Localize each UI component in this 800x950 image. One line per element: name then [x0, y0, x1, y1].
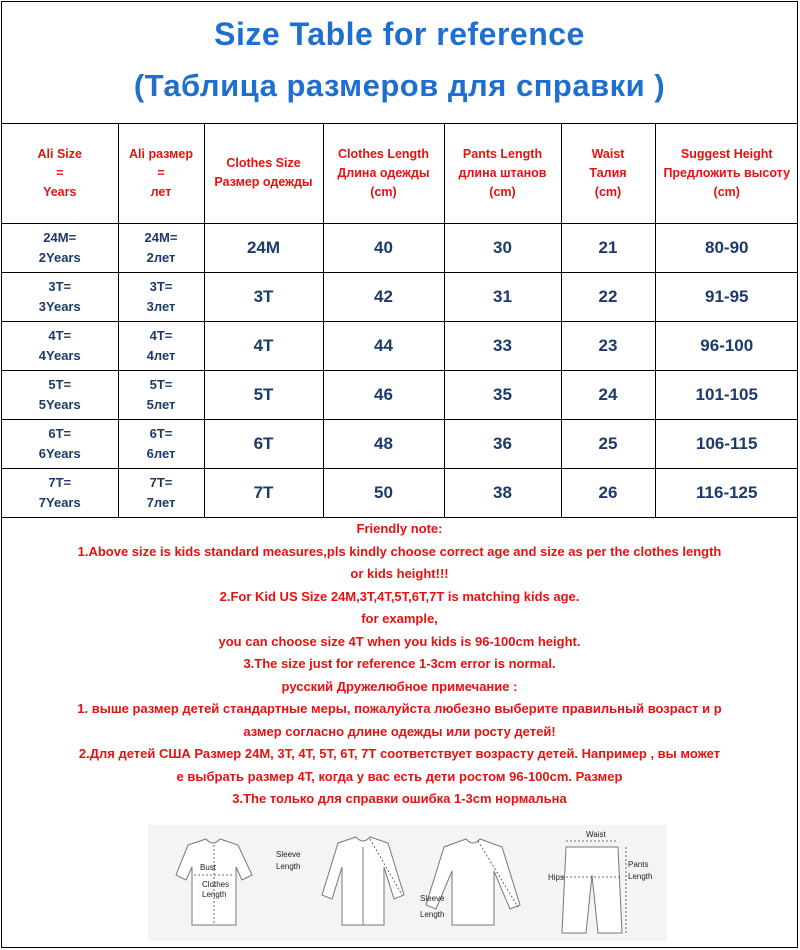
- header-clothes-size: Clothes Size Размер одежды: [204, 123, 323, 224]
- header-suggest-height: Suggest Height Предложить высоту (cm): [655, 123, 798, 224]
- note-line: 2.For Kid US Size 24M,3T,4T,5T,6T,7T is matching kids age.: [219, 588, 580, 604]
- header-pants-length: Pants Length длина штанов (cm): [444, 123, 561, 224]
- diagram-label-sleeve-1: Sleeve: [276, 850, 301, 859]
- note-line: for example,: [361, 611, 438, 626]
- cell-clothes-length: 42: [323, 273, 444, 322]
- title-russian: (Таблица размеров для справки ): [133, 68, 666, 103]
- cell-clothes-length: 46: [323, 371, 444, 420]
- note-line: or kids height!!!: [350, 566, 449, 581]
- table-row: [2, 224, 798, 273]
- measurement-diagram: [148, 825, 667, 941]
- cell-pants-length: 36: [444, 420, 561, 469]
- size-chart-sheet: [1, 1, 798, 948]
- cell-ali-years: 24M= 2Years: [2, 224, 118, 273]
- diagram-label-clothes: Clothes: [202, 880, 230, 889]
- cell-clothes-length: 44: [323, 322, 444, 371]
- cell-clothes-size: 7T: [204, 469, 323, 518]
- note-line: азмер согласно длине одежды или росту детей!: [243, 723, 556, 739]
- cell-ali-russian: 6T= 6лет: [118, 420, 204, 469]
- cell-height: 106-115: [655, 420, 798, 469]
- cell-waist: 24: [561, 371, 655, 420]
- cell-ali-years: 5T= 5Years: [2, 371, 118, 420]
- note-line: Friendly note:: [356, 521, 443, 536]
- cell-height: 101-105: [655, 371, 798, 420]
- diagram-label-sleeve-2-length: Length: [420, 910, 445, 919]
- cell-clothes-length: 48: [323, 420, 444, 469]
- diagram-label-hips: Hips: [548, 873, 565, 882]
- diagram-label-length: Length: [202, 890, 227, 899]
- title-area: [2, 2, 797, 124]
- table-header-row: [2, 123, 798, 224]
- header-ali-size-years: Ali Size = Years: [2, 123, 118, 224]
- note-line: you can choose size 4T when you kids is 96-100cm height.: [218, 633, 581, 649]
- cell-waist: 22: [561, 273, 655, 322]
- header-clothes-length: Clothes Length Длина одежды (cm): [323, 123, 444, 224]
- table-row: [2, 273, 798, 322]
- note-line: 3.The только для справки ошибка 1-3cm нормальна: [232, 791, 567, 806]
- cell-waist: 25: [561, 420, 655, 469]
- table-row: [2, 371, 798, 420]
- note-line: 1. выше размер детей стандартные меры, пожалуйста любезно выберите правильный возраст и р: [77, 701, 722, 716]
- cell-ali-russian: 5T= 5лет: [118, 371, 204, 420]
- cell-ali-years: 6T= 6Years: [2, 420, 118, 469]
- cell-ali-russian: 24M= 2лет: [118, 224, 204, 273]
- cell-ali-years: 7T= 7Years: [2, 469, 118, 518]
- cell-clothes-length: 50: [323, 469, 444, 518]
- cell-waist: 26: [561, 469, 655, 518]
- cell-pants-length: 33: [444, 322, 561, 371]
- cell-ali-russian: 3T= 3лет: [118, 273, 204, 322]
- header-waist: Waist Талия (cm): [561, 123, 655, 224]
- diagram-label-bust: Bust: [200, 863, 217, 872]
- table-row: [2, 469, 798, 518]
- cell-ali-years: 4T= 4Years: [2, 322, 118, 371]
- cell-ali-russian: 7T= 7лет: [118, 469, 204, 518]
- pants-drawing: [562, 847, 622, 933]
- cell-waist: 23: [561, 322, 655, 371]
- cell-height: 91-95: [655, 273, 798, 322]
- friendly-notes: [2, 518, 797, 811]
- measurement-illustration: [148, 825, 667, 941]
- cell-height: 116-125: [655, 469, 798, 518]
- diagram-label-waist: Waist: [586, 830, 606, 839]
- diagram-label-pants: Pants: [628, 860, 649, 869]
- diagram-label-sleeve-2: Sleeve: [420, 894, 445, 903]
- cell-height: 80-90: [655, 224, 798, 273]
- diagram-label-pants-length: Length: [628, 872, 653, 881]
- header-ali-size-russian: Ali размер = лет: [118, 123, 204, 224]
- size-table: [2, 123, 798, 518]
- cell-clothes-size: 4T: [204, 322, 323, 371]
- note-line: 1.Above size is kids standard measures,pls kindly choose correct age and size as per the clothes length: [77, 543, 722, 559]
- cell-clothes-size: 6T: [204, 420, 323, 469]
- cell-waist: 21: [561, 224, 655, 273]
- cell-ali-years: 3T= 3Years: [2, 273, 118, 322]
- title-english: Size Table for reference: [214, 16, 585, 52]
- table-row: [2, 322, 798, 371]
- note-line: 2.Для детей США Размер 24M, 3T, 4T, 5T, 6T, 7T соответствует возрасту детей. Например , вы может: [78, 746, 721, 761]
- note-line: 3.The size just for reference 1-3cm error is normal.: [243, 656, 556, 671]
- table-row: [2, 420, 798, 469]
- cell-pants-length: 35: [444, 371, 561, 420]
- cell-pants-length: 30: [444, 224, 561, 273]
- cell-clothes-length: 40: [323, 224, 444, 273]
- note-line: е выбрать размер 4T, когда у вас есть дети ростом 96-100cm. Размер: [176, 768, 623, 784]
- cell-clothes-size: 3T: [204, 273, 323, 322]
- note-line: русский Дружелюбное примечание :: [281, 678, 518, 694]
- diagram-label-sleeve-1-length: Length: [276, 862, 301, 871]
- cell-pants-length: 31: [444, 273, 561, 322]
- cell-clothes-size: 24M: [204, 224, 323, 273]
- cell-clothes-size: 5T: [204, 371, 323, 420]
- cell-pants-length: 38: [444, 469, 561, 518]
- cell-height: 96-100: [655, 322, 798, 371]
- cell-ali-russian: 4T= 4лет: [118, 322, 204, 371]
